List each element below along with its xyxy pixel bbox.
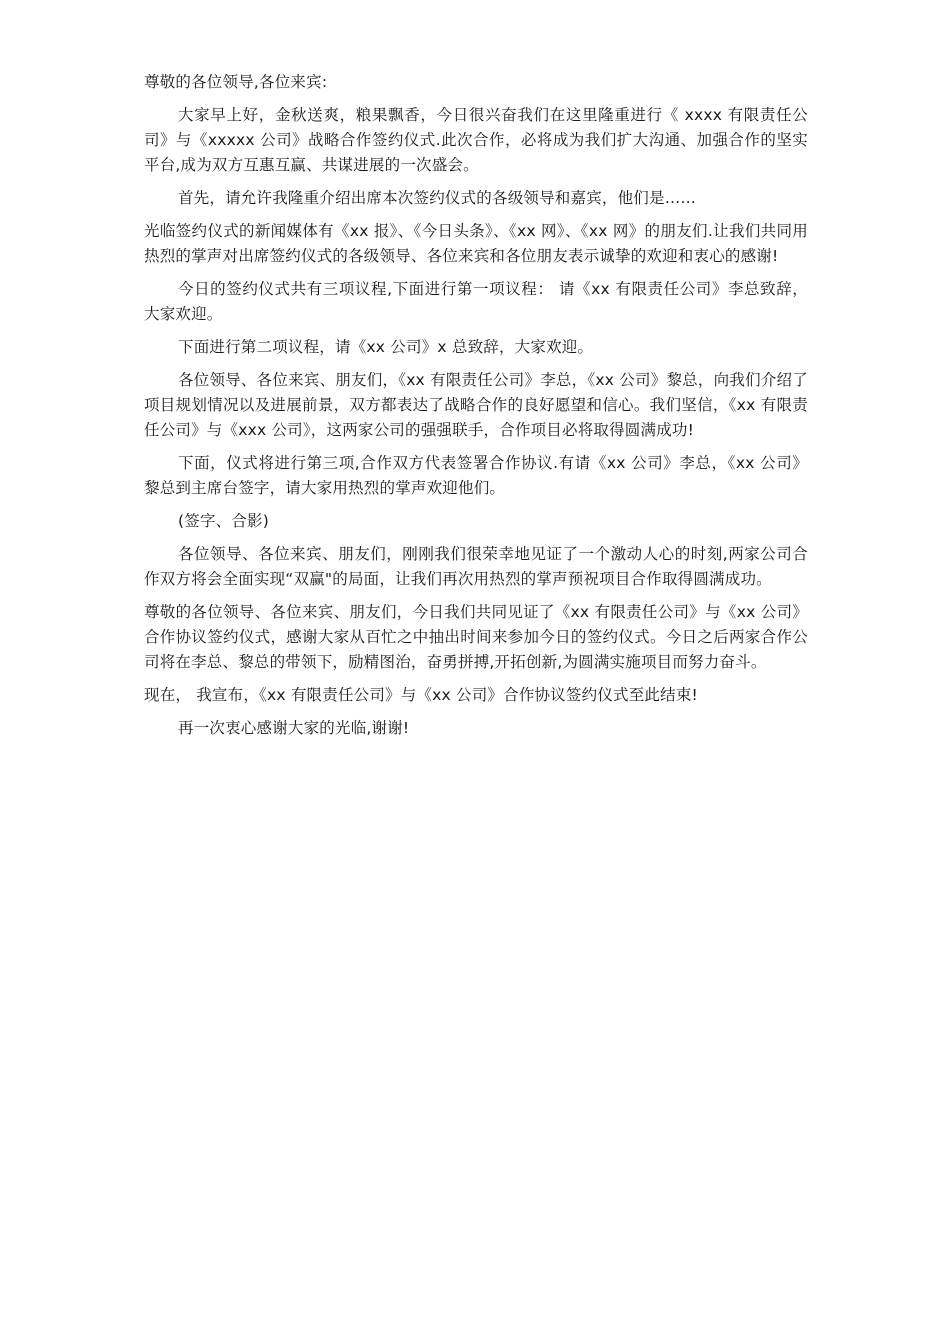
paragraph-witness-thanks: 尊敬的各位领导、各位来宾、朋友们，今日我们共同见证了《xx 有限责任公司》与《xx 公司》合作协议签约仪式，感谢大家从百忙之中抽出时间来参加今日的签约仪式。今日之后两家合作公司将在李总、黎总的带领下，励精图治，奋勇拼搏,开拓创新,为圆满实施项目而努力奋斗。 <box>144 603 808 671</box>
paragraph-announce-end: 现在， 我宣布，《xx 有限责任公司》与《xx 公司》合作协议签约仪式至此结束! <box>144 686 698 704</box>
paragraph-agenda-third: 下面，仪式将进行第三项,合作双方代表签署合作协议.有请《xx 公司》李总，《xx 公司》黎总到主席台签字，请大家用热烈的掌声欢迎他们。 <box>144 454 808 497</box>
document-body <box>144 70 808 749</box>
paragraph-closing-thanks: 再一次衷心感谢大家的光临,谢谢! <box>178 719 410 737</box>
paragraph-win-win: 各位领导、各位来宾、朋友们，刚刚我们很荣幸地见证了一个激动人心的时刻,两家公司合作双方将会全面实现“双赢"的局面，让我们再次用热烈的掌声预祝项目合作取得圆满成功。 <box>144 545 808 588</box>
paragraph-cooperation-confidence: 各位领导、各位来宾、朋友们，《xx 有限责任公司》李总，《xx 公司》黎总，向我们介绍了项目规划情况以及进展前景，双方都表达了战略合作的良好愿望和信心。我们坚信，《xx 有限责任公司》与《xxx 公司》，这两家公司的强强联手，合作项目必将取得圆满成功! <box>144 371 808 439</box>
paragraph-agenda-first: 今日的签约仪式共有三项议程,下面进行第一项议程： 请《xx 有限责任公司》李总致辞，大家欢迎。 <box>144 280 808 323</box>
paragraph-media-welcome: 光临签约仪式的新闻媒体有《xx 报》、《今日头条》、《xx 网》、《xx 网》的朋友们.让我们共同用热烈的掌声对出席签约仪式的各级领导、各位来宾和各位朋友表示诚挚的欢迎和衷心的感谢! <box>144 222 808 265</box>
paragraph-agenda-second: 下面进行第二项议程，请《xx 公司》x 总致辞，大家欢迎。 <box>178 338 594 356</box>
paragraph-opening: 大家早上好，金秋送爽，粮果飘香，今日很兴奋我们在这里隆重进行《 xxxx 有限责任公司》与《xxxxx 公司》战略合作签约仪式.此次合作，必将成为我们扩大沟通、加强合作的坚实平台,成为双方互惠互赢、共谋进展的一次盛会。 <box>144 106 808 174</box>
paragraph-introduce-guests: 首先，请允许我隆重介绍出席本次签约仪式的各级领导和嘉宾，他们是…… <box>178 189 697 207</box>
paragraph-signing-photo: (签字、合影) <box>178 512 269 530</box>
paragraph-salutation: 尊敬的各位领导,各位来宾: <box>144 73 328 91</box>
